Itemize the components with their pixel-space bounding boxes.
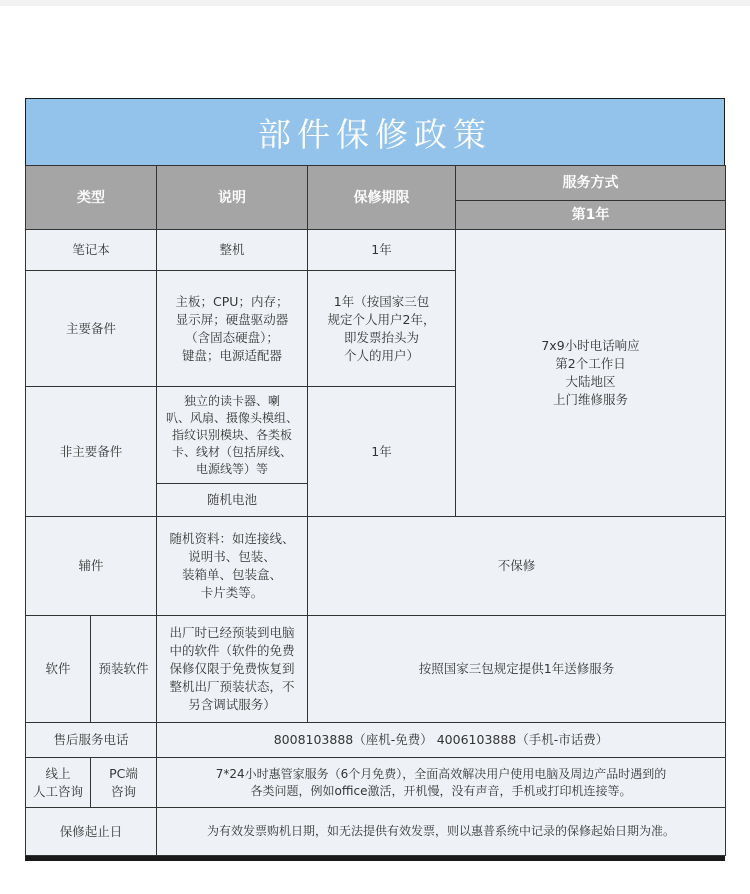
desc-line: 独立的读卡器、喇 [183, 393, 280, 408]
period-line: 即发票抬头为 [343, 329, 419, 345]
online-consult-description [157, 758, 726, 808]
non-main-parts-description [157, 387, 308, 484]
desc-line: 装箱单、包装盒、 [181, 567, 282, 582]
header-type: 类型 [26, 166, 157, 230]
software-subtype: 预装软件 [91, 616, 157, 723]
main-parts-period [308, 271, 456, 387]
desc-line: 卡、线材（包括屏线、 [171, 444, 292, 459]
header-service-method: 服务方式 [456, 166, 726, 201]
period-line: 1年（按国家三包 [333, 293, 430, 309]
non-main-parts-period: 1年 [308, 387, 456, 517]
desc-line: 显示屏；硬盘驱动器 [175, 311, 289, 327]
service-method-cell [456, 230, 726, 517]
service-line: 7x9小时电话响应 [541, 338, 640, 353]
desc-line: 7*24小时惠管家服务（6个月免费），全面高效解决用户使用电脑及周边产品时遇到的 [215, 766, 667, 781]
notebook-description: 整机 [157, 230, 308, 271]
warranty-policy-table-frame [25, 98, 725, 861]
desc-line: 随机资料：如连接线、 [169, 531, 295, 546]
page-title: 部件保修政策 [26, 99, 724, 165]
warranty-start-description: 为有效发票购机日期，如无法提供有效发票，则以惠普系统中记录的保修起始日期为准。 [157, 808, 726, 856]
desc-line: 中的软件（软件的免费 [169, 643, 295, 658]
period-line: 规定个人用户2年， [327, 311, 436, 327]
desc-line: 卡片类等。 [200, 585, 264, 600]
desc-line: 说明书、包装、 [188, 549, 276, 564]
label-line: 咨询 [110, 783, 136, 799]
notebook-type: 笔记本 [26, 230, 157, 271]
main-parts-description [157, 271, 308, 387]
desc-line: 叭、风扇、摄像头模组、 [165, 410, 298, 425]
desc-line: 电源线等）等 [195, 461, 268, 476]
hotline-numbers: 8008103888（座机-免费） 4006103888（手机-市话费） [157, 723, 726, 758]
pc-consult-label [91, 758, 157, 808]
label-line: 线上 [45, 765, 71, 781]
non-main-parts-type: 非主要备件 [26, 387, 157, 517]
warranty-start-label: 保修起止日 [26, 808, 157, 856]
accessories-policy: 不保修 [308, 517, 726, 616]
accessories-type: 辅件 [26, 517, 157, 616]
period-line: 个人的用户） [343, 347, 419, 363]
software-description [157, 616, 308, 723]
software-type: 软件 [26, 616, 91, 723]
warranty-policy-table [25, 165, 726, 856]
desc-line: 另含调试服务） [188, 697, 276, 712]
label-line: 人工咨询 [32, 783, 83, 799]
label-line: PC端 [109, 765, 138, 781]
desc-line: 键盘；电源适配器 [181, 347, 282, 363]
online-consult-label [26, 758, 91, 808]
desc-line: 保修仅限于免费恢复到 [169, 661, 295, 676]
desc-line: 各类问题，例如office激活，开机慢，没有声音，手机或打印机连接等。 [250, 783, 632, 798]
header-warranty-period: 保修期限 [308, 166, 456, 230]
header-description: 说明 [157, 166, 308, 230]
desc-line: 指纹识别模块、各类板 [171, 427, 292, 442]
main-parts-type: 主要备件 [26, 271, 157, 387]
desc-line: 主板；CPU；内存； [175, 293, 289, 309]
battery-description: 随机电池 [157, 484, 308, 517]
accessories-description [157, 517, 308, 616]
service-line: 大陆地区 [565, 374, 616, 389]
desc-line: （含固态硬盘）； [185, 329, 279, 345]
top-strip [0, 0, 750, 6]
hotline-label: 售后服务电话 [26, 723, 157, 758]
notebook-period: 1年 [308, 230, 456, 271]
header-first-year: 第1年 [456, 201, 726, 230]
desc-line: 整机出厂预装状态，不 [169, 679, 295, 694]
service-line: 第2个工作日 [555, 356, 626, 371]
service-line: 上门维修服务 [552, 392, 628, 407]
software-policy: 按照国家三包规定提供1年送修服务 [308, 616, 726, 723]
desc-line: 出厂时已经预装到电脑 [169, 625, 295, 640]
